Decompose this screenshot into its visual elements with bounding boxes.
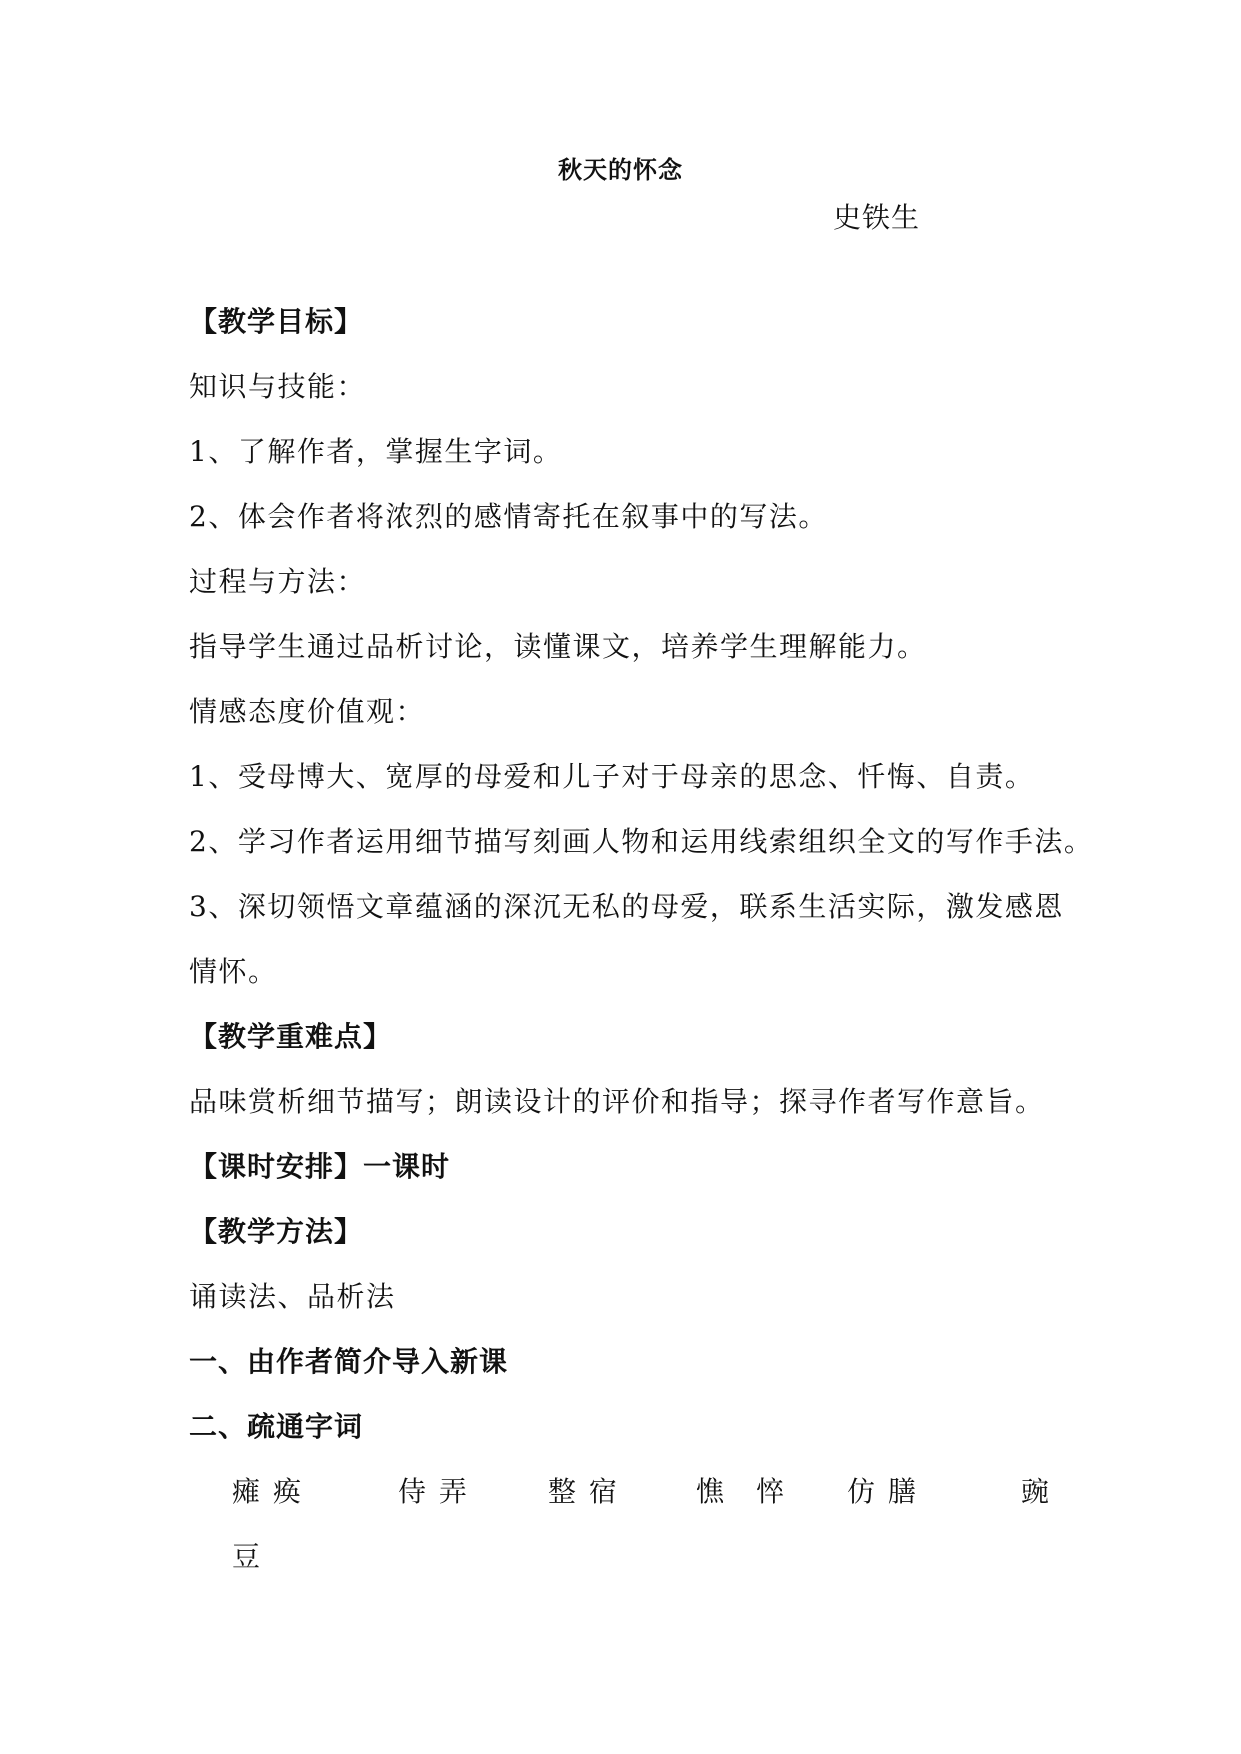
body-line: 过程与方法：: [189, 565, 367, 598]
body-line: 3、深切领悟文章蕴涵的深沉无私的母爱，联系生活实际，激发感恩: [189, 890, 1064, 923]
body-line: 情感态度价值观：: [189, 695, 426, 728]
body-line: 2、体会作者将浓烈的感情寄托在叙事中的写法。: [189, 500, 828, 533]
section-heading: 【教学目标】: [189, 305, 364, 338]
vocab-word: 整 宿: [548, 1475, 619, 1508]
vocab-word: 侍 弄: [398, 1475, 469, 1508]
document-title: 秋天的怀念: [558, 156, 683, 184]
body-line: 知识与技能：: [189, 370, 367, 403]
section-heading: 【教学重难点】: [189, 1020, 393, 1053]
body-lines: [189, 289, 1094, 1459]
document-body: [189, 289, 1094, 1589]
vocab-word: 豆: [232, 1540, 263, 1573]
vocab-word: 瘫 痪: [232, 1475, 303, 1508]
body-line: 情怀。: [189, 955, 278, 988]
section-heading: 二、疏通字词: [189, 1410, 364, 1443]
body-line: 2、学习作者运用细节描写刻画人物和运用线索组织全文的写作手法。: [189, 825, 1094, 858]
body-line: 1、了解作者，掌握生字词。: [189, 435, 563, 468]
vocab-row-continuation: [232, 1524, 1069, 1589]
body-line: 1、受母博大、宽厚的母爱和儿子对于母亲的思念、忏悔、自责。: [189, 760, 1035, 793]
section-heading: 【教学方法】: [189, 1215, 364, 1248]
section-heading: 一、由作者简介导入新课: [189, 1345, 509, 1378]
vocab-word: 豌: [1021, 1475, 1052, 1508]
document-author: 史铁生: [833, 201, 921, 234]
body-line: 指导学生通过品析讨论，读懂课文，培养学生理解能力。: [189, 630, 927, 663]
vocab-row: [232, 1459, 1069, 1524]
section-heading: 【课时安排】一课时: [189, 1150, 451, 1183]
body-line: 诵读法、品析法: [189, 1280, 396, 1313]
vocab-word: 仿 膳: [847, 1475, 918, 1508]
vocab-word: 憔 悴: [696, 1475, 787, 1508]
body-line: 品味赏析细节描写；朗读设计的评价和指导；探寻作者写作意旨。: [189, 1085, 1045, 1118]
